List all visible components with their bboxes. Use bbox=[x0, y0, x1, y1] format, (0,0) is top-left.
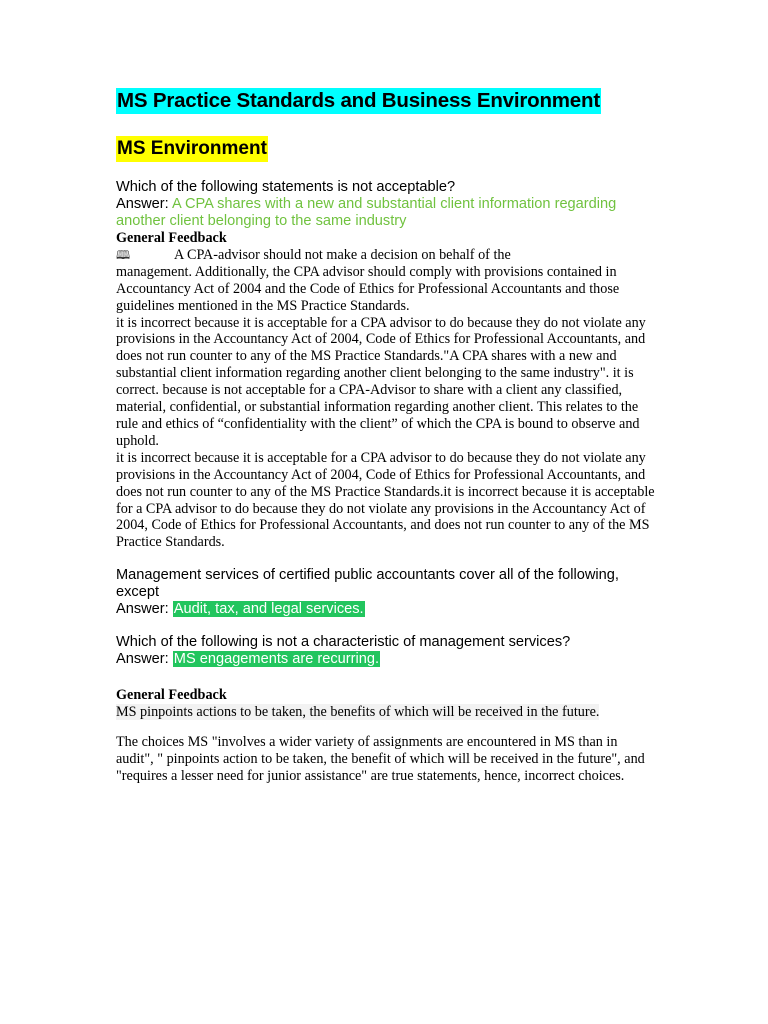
book-icon: 🕮 bbox=[116, 247, 131, 262]
question-text: Which of the following is not a characteristic of management services? bbox=[116, 634, 571, 651]
feedback-block-1 bbox=[116, 230, 656, 551]
feedback-paragraph: management. Additionally, the CPA advisor should comply with provisions contained in Accountancy Act of 2004 and the Code of Ethics for Professional Accountants and those guidelines mentioned in the MS Practice Standards. bbox=[116, 263, 620, 314]
answer-label: Answer: bbox=[116, 651, 169, 668]
answer-line bbox=[116, 601, 656, 618]
section-heading-wrap bbox=[116, 136, 656, 162]
page-title: MS Practice Standards and Business Environment bbox=[117, 89, 600, 112]
answer-text: A CPA shares with a new and substantial client information regarding another client belonging to the same industry bbox=[116, 196, 617, 229]
feedback-label: General Feedback bbox=[116, 687, 227, 704]
feedback-block-3 bbox=[116, 687, 656, 785]
feedback-paragraph: it is incorrect because it is acceptable for a CPA advisor to do because they do not violate any provisions in the Accountancy Act of 2004, Code of Ethics for Professional Accountants, and does not run counter to any of the MS Practice Standards."A CPA shares with a new and substantial client information regarding another client belonging to the same industry". it is correct. because is not acceptable for a CPA-Advisor to share with a client any classified, material, confidential, or substantial information regarding another client. This relates to the rule and ethics of “confidentiality with the client” of which the CPA is bound to observe and uphold. bbox=[116, 314, 646, 449]
question-block-1 bbox=[116, 179, 656, 230]
feedback-paragraph: it is incorrect because it is acceptable for a CPA advisor to do because they do not violate any provisions in the Accountancy Act of 2004, Code of Ethics for Professional Accountants, and does not run counter to any of the MS Practice Standards.it is incorrect because it is acceptable for a CPA advisor to do because they do not violate any provisions in the Accountancy Act of 2004, Code of Ethics for Professional Accountants, and does not run counter to any of the MS Practice Standards. bbox=[116, 449, 655, 551]
answer-text: MS engagements are recurring. bbox=[173, 651, 380, 668]
feedback-paragraph bbox=[116, 704, 656, 721]
feedback-text: MS pinpoints actions to be taken, the benefits of which will be received in the future. bbox=[116, 704, 600, 721]
feedback-paragraph: The choices MS "involves a wider variety of assignments are encountered in MS than in audit", " pinpoints action to be taken, the benefit of which will be received in the future", and "requires a lesser need for junior assistance" are true statements, hence, incorrect choices. bbox=[116, 734, 645, 784]
question-block-2 bbox=[116, 567, 656, 618]
feedback-first-line: A CPA-advisor should not make a decision on behalf of the bbox=[174, 246, 511, 263]
document-page bbox=[116, 88, 656, 785]
answer-label: Answer: bbox=[116, 601, 169, 618]
question-text: Which of the following statements is not acceptable? bbox=[116, 179, 456, 195]
answer-text: Audit, tax, and legal services. bbox=[173, 601, 364, 618]
question-text: Management services of certified public accountants cover all of the following, except bbox=[116, 567, 619, 601]
title-wrap bbox=[116, 88, 656, 114]
answer-line bbox=[116, 651, 656, 668]
question-block-3 bbox=[116, 634, 656, 668]
feedback-bullet-line bbox=[116, 247, 656, 264]
section-heading: MS Environment bbox=[116, 136, 268, 162]
answer-line bbox=[116, 196, 656, 230]
answer-label: Answer: bbox=[116, 196, 169, 212]
feedback-label: General Feedback bbox=[116, 230, 227, 246]
